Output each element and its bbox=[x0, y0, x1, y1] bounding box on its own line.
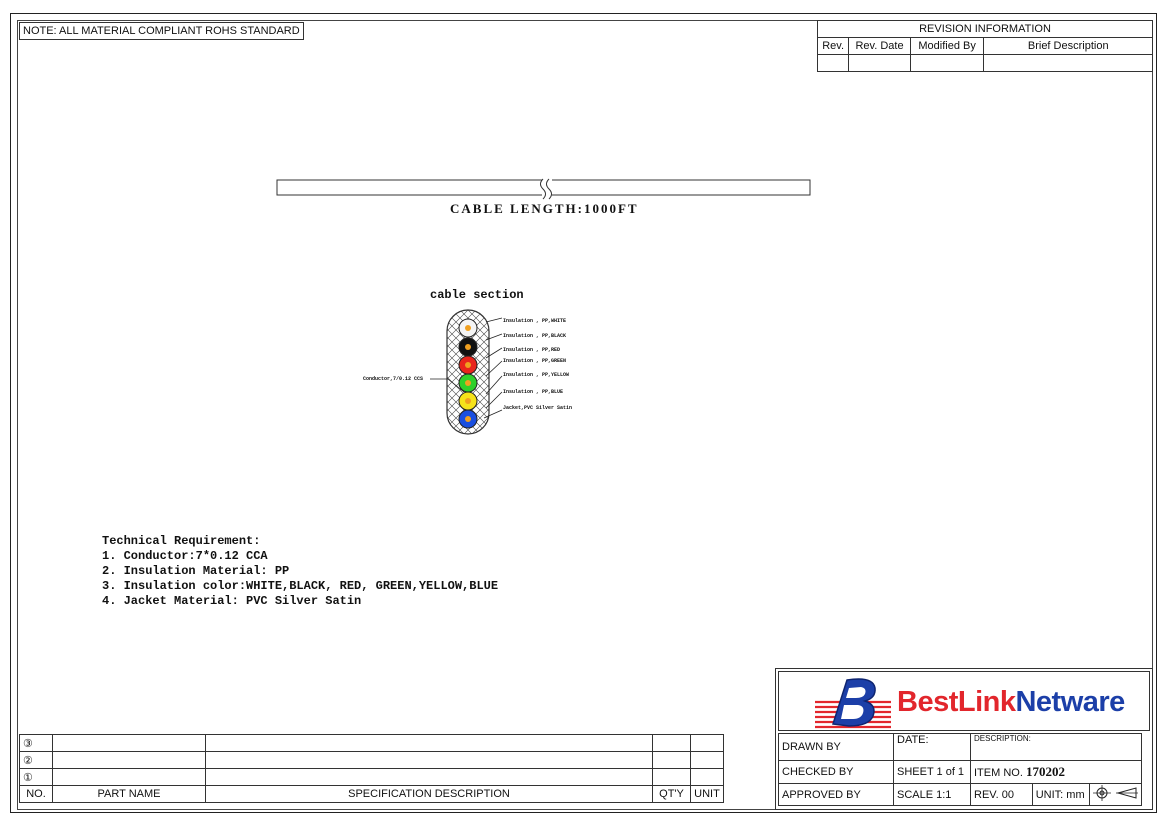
item-no-value: 170202 bbox=[1025, 764, 1065, 779]
callout-lines bbox=[484, 318, 502, 418]
item-no-label: ITEM NO. bbox=[974, 767, 1023, 779]
cable-section-label: cable section bbox=[430, 288, 524, 302]
callout-list bbox=[503, 314, 572, 416]
row-mark-1: ① bbox=[20, 769, 53, 786]
technical-item-2: 2. Insulation Material: PP bbox=[102, 564, 290, 578]
scale-info: SCALE 1:1 bbox=[894, 784, 971, 806]
rohs-note: NOTE: ALL MATERIAL COMPLIANT ROHS STANDARD bbox=[19, 22, 304, 40]
revision-title: REVISION INFORMATION bbox=[818, 21, 1153, 38]
callout-green: Insulation , PP,GREEN bbox=[503, 357, 567, 364]
callout-red: Insulation , PP,RED bbox=[503, 347, 561, 353]
callout-black: Insulation , PP,BLACK bbox=[503, 332, 567, 339]
row-mark-2: ② bbox=[20, 752, 53, 769]
technical-item-1: 1. Conductor:7*0.12 CCA bbox=[102, 549, 268, 563]
rev-info: REV. 00 bbox=[971, 784, 1033, 806]
parts-header-no: NO. bbox=[20, 786, 53, 803]
bestlink-logo-icon bbox=[813, 674, 895, 730]
company-logo-text bbox=[897, 686, 1125, 719]
drawn-by-label: DRAWN BY bbox=[779, 734, 894, 761]
technical-requirements bbox=[102, 534, 498, 609]
parts-header-qty: QT'Y bbox=[653, 786, 691, 803]
title-block-table bbox=[778, 733, 1142, 806]
callout-white: Insulation , PP,WHITE bbox=[503, 318, 567, 324]
date-label: DATE: bbox=[894, 734, 971, 761]
approved-by-label: APPROVED BY bbox=[779, 784, 894, 806]
conductor-callout: Conductor,7/0.12 CCS bbox=[363, 376, 424, 382]
parts-header-spec: SPECIFICATION DESCRIPTION bbox=[206, 786, 653, 803]
logo-box bbox=[778, 671, 1150, 731]
projection-cell bbox=[1090, 784, 1142, 806]
technical-item-3: 3. Insulation color:WHITE,BLACK, RED, GREEN,YELLOW,BLUE bbox=[102, 579, 499, 593]
cable-length-drawing bbox=[276, 176, 812, 200]
unit-info: UNIT: mm bbox=[1032, 784, 1090, 806]
callout-yellow: Insulation , PP,YELLOW bbox=[503, 372, 570, 378]
revision-header-date: Rev. Date bbox=[849, 38, 911, 55]
revision-header-description: Brief Description bbox=[984, 38, 1153, 55]
parts-header-unit: UNIT bbox=[691, 786, 724, 803]
parts-header-name: PART NAME bbox=[53, 786, 206, 803]
sheet-info: SHEET 1 of 1 bbox=[894, 761, 971, 784]
cable-length-label: CABLE LENGTH:1000FT bbox=[450, 201, 639, 216]
item-number-cell bbox=[971, 761, 1142, 784]
callout-leaders bbox=[420, 312, 510, 420]
row-mark-3: ③ bbox=[20, 735, 53, 752]
revision-header-modified: Modified By bbox=[910, 38, 984, 55]
revision-table bbox=[817, 20, 1153, 72]
technical-item-4: 4. Jacket Material: PVC Silver Satin bbox=[102, 594, 362, 608]
projection-symbol-icon bbox=[1090, 784, 1140, 802]
conductor-leader bbox=[430, 379, 464, 392]
parts-row bbox=[20, 769, 724, 786]
technical-title: Technical Requirement: bbox=[102, 534, 261, 548]
parts-header-row bbox=[20, 786, 724, 803]
parts-row bbox=[20, 752, 724, 769]
callout-blue: Insulation , PP,BLUE bbox=[503, 388, 564, 395]
logo-text-red: BestLink bbox=[897, 686, 1016, 718]
logo-text-blue: Netware bbox=[1015, 686, 1125, 718]
revision-row bbox=[818, 55, 1153, 72]
checked-by-label: CHECKED BY bbox=[779, 761, 894, 784]
revision-header-rev: Rev. bbox=[818, 38, 849, 55]
parts-row bbox=[20, 735, 724, 752]
callout-jacket: Jacket,PVC Silver Satin bbox=[503, 405, 573, 411]
description-label: DESCRIPTION: bbox=[971, 734, 1142, 761]
parts-table bbox=[19, 734, 724, 803]
